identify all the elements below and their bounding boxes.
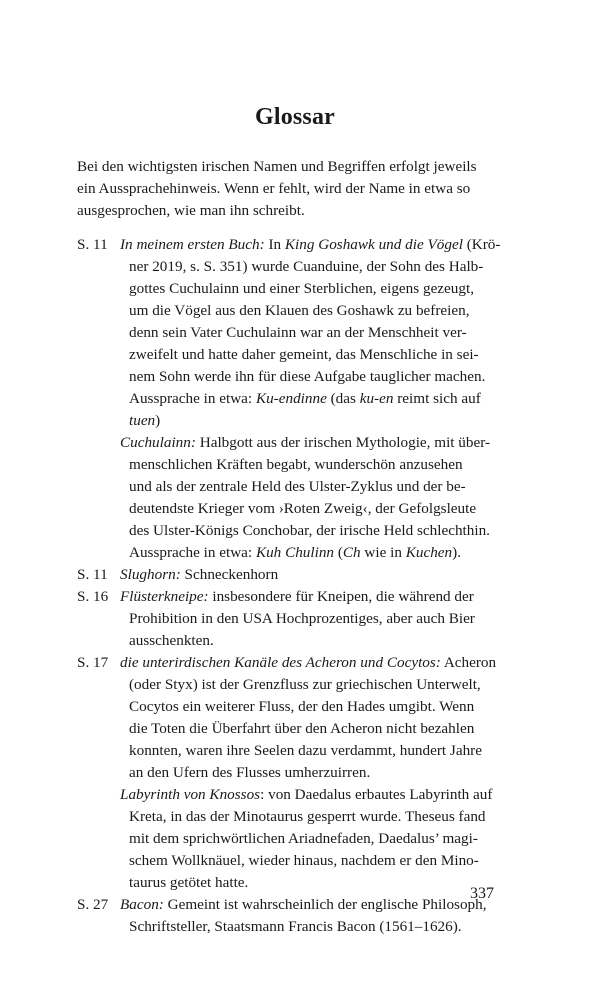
entry-line: Flüsterkneipe: insbesondere für Kneipen, die während der [120,588,474,605]
page-ref: S. 27 [77,896,109,913]
page-ref: S. 11 [77,236,108,253]
entry-line: tuen) [129,412,161,429]
entry-line: Cocytos ein weiterer Fluss, der den Hades umgibt. Wenn [129,698,475,715]
intro-line: ausgesprochen, wie man ihn schreibt. [77,202,305,219]
entry-line: nem Sohn werde ihn für diese Aufgabe tauglicher machen. [129,368,486,385]
entry-line: ausschenkten. [129,632,214,649]
entry-line: und als der zentrale Held des Ulster-Zyklus und der be- [129,478,466,495]
entry-line: mit dem sprichwörtlichen Ariadnefaden, Daedalus’ magi- [129,830,478,847]
entry-line: zweifelt und hatte daher gemeint, das Menschliche in sei- [129,346,479,363]
entry-line: menschlichen Kräften begabt, wunderschön anzusehen [129,456,463,473]
entry-line: Kreta, in das der Minotaurus gesperrt wurde. Theseus fand [129,808,486,825]
entry-line: ner 2019, s. S. 351) wurde Cuanduine, der Sohn des Halb- [129,258,484,275]
page-title: Glossar [254,104,336,130]
entry-line: Aussprache in etwa: Ku-endinne (das ku-en reimt sich auf [129,390,481,407]
entry-line: Slughorn: Schneckenhorn [120,566,279,583]
intro-line: ein Aussprachehinweis. Wenn er fehlt, wird der Name in etwa so [77,180,471,197]
intro-line: Bei den wichtigsten irischen Namen und Begriffen erfolgt jeweils [77,158,477,175]
entry-line: Prohibition in den USA Hochprozentiges, aber auch Bier [129,610,475,627]
entry-line: deutendste Krieger vom ›Roten Zweig‹, der Gefolgsleute [129,500,477,517]
entry-line: an den Ufern des Flusses umherzuirren. [129,764,371,781]
entry-line: um die Vögel aus den Klauen des Goshawk zu befreien, [129,302,470,319]
entry-line: Cuchulainn: Halbgott aus der irischen Mythologie, mit über- [120,434,491,451]
entry-line: des Ulster-Königs Conchobar, der irische Held schlechthin. [129,522,490,539]
entry-line: Bacon: Gemeint ist wahrscheinlich der englische Philosoph, [120,896,487,913]
intro-paragraph [77,156,517,222]
entry-line: Aussprache in etwa: Kuh Chulinn (Ch wie in Kuchen). [129,544,462,561]
entry-line: die unterirdischen Kanäle des Acheron und Cocytos: Acheron [120,654,497,671]
page-ref: S. 17 [77,654,109,671]
entry-line: die Toten die Überfahrt über den Acheron nicht bezahlen [129,720,475,737]
entry-line: (oder Styx) ist der Grenzfluss zur griechischen Unterwelt, [129,676,481,693]
entry-line: taurus getötet hatte. [129,874,249,891]
page-number: 337 [470,885,494,902]
entry-line: Schriftsteller, Staatsmann Francis Bacon (1561–1626). [129,918,462,935]
entry-line: gottes Cuchulainn und einer Sterblichen, eigens gezeugt, [129,280,474,297]
entry-line: konnten, waren ihre Seelen dazu verdammt, hundert Jahre [129,742,482,759]
entry-line: Labyrinth von Knossos: von Daedalus erbautes Labyrinth auf [120,786,493,803]
entry-line: schem Wollknäuel, wieder hinaus, nachdem er den Mino- [129,852,479,869]
entry-line: In meinem ersten Buch: In King Goshawk und die Vögel (Krö- [120,236,501,253]
page-ref: S. 11 [77,566,108,583]
entry-line: denn sein Vater Cuchulainn war an der Menschheit ver- [129,324,467,341]
page-ref: S. 16 [77,588,109,605]
